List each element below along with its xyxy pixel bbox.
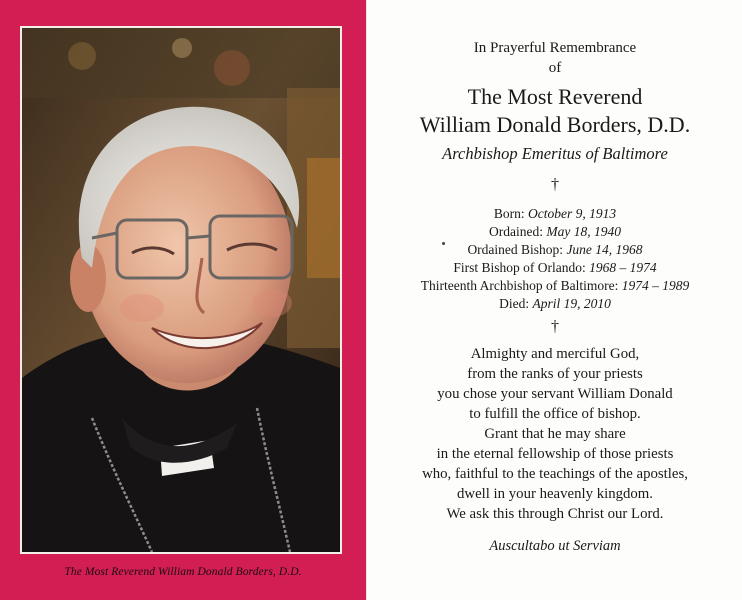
- prayer-line: Almighty and merciful God,: [470, 346, 640, 362]
- prayer-line: dwell in your heavenly kingdom.: [456, 486, 654, 502]
- remembrance-card: [366, 0, 742, 600]
- bio-first-bishop: First Bishop of Orlando: 1968 – 1974: [453, 260, 657, 275]
- bio-ordained-bishop: Ordained Bishop: June 14, 1968: [467, 242, 643, 257]
- name-heading-line1: The Most Reverend: [467, 84, 643, 109]
- prayer-line: from the ranks of your priests: [467, 366, 643, 382]
- bio-died: Died: April 19, 2010: [499, 296, 611, 311]
- bullet-dot: [442, 242, 445, 245]
- photo-caption: The Most Reverend William Donald Borders, D.D.: [64, 566, 302, 578]
- name-heading-line2: William Donald Borders, D.D.: [419, 112, 691, 137]
- archbishop-title: Archbishop Emeritus of Baltimore: [442, 144, 668, 163]
- prayer-line: to fulfill the office of bishop.: [469, 406, 641, 422]
- photo-card: [0, 0, 366, 600]
- portrait-photo: [20, 26, 342, 554]
- bio-born: Born: October 9, 1913: [493, 206, 617, 221]
- prayer-line: Grant that he may share: [484, 426, 626, 442]
- bio-ordained: Ordained: May 18, 1940: [489, 224, 621, 239]
- prayer-line: who, faithful to the teachings of the apostles,: [422, 466, 688, 482]
- cross-icon-2: †: [551, 318, 559, 335]
- prayer-line: in the eternal fellowship of those priests: [436, 446, 674, 462]
- bio-thirteenth-archbishop: Thirteenth Archbishop of Baltimore: 1974 – 1989: [420, 278, 690, 293]
- portrait-image: [22, 28, 340, 552]
- remembrance-of: of: [548, 60, 562, 76]
- remembrance-line: In Prayerful Remembrance: [473, 40, 637, 56]
- motto: Auscultabo ut Serviam: [489, 538, 621, 554]
- prayer-line: We ask this through Christ our Lord.: [446, 506, 664, 522]
- cross-icon: †: [551, 176, 559, 193]
- prayer-line: you chose your servant William Donald: [437, 386, 673, 402]
